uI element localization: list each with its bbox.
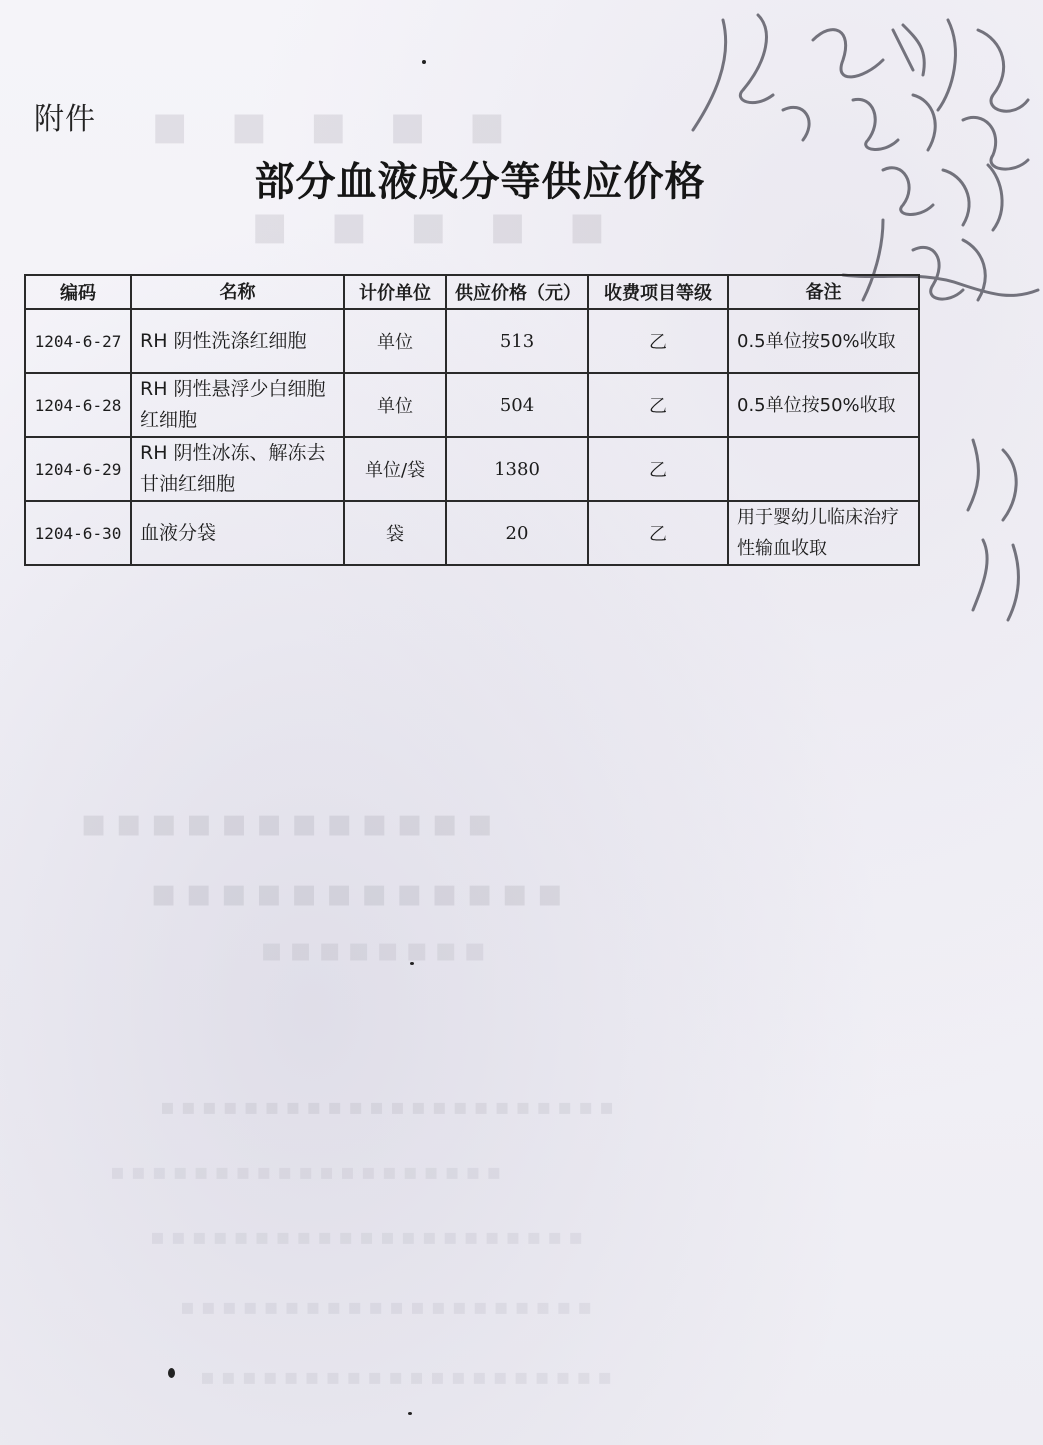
show-through-text: ▪▪▪▪▪▪▪▪▪▪▪▪▪▪▪▪▪▪▪▪▪ [150,1225,590,1250]
cell-code: 1204-6-28 [25,373,131,437]
table-header-row [25,275,919,309]
speck [168,1368,175,1378]
cell-name: RH 阴性悬浮少白细胞红细胞 [131,373,344,437]
cell-name: RH 阴性洗涤红细胞 [131,309,344,373]
cell-unit: 袋 [344,501,446,565]
cell-price: 1380 [446,437,588,501]
cell-code: 1204-6-27 [25,309,131,373]
attachment-label: 附件 [34,102,96,137]
cell-note: 用于婴幼儿临床治疗性输血收取 [728,501,919,565]
cell-unit: 单位 [344,373,446,437]
cell-price: 513 [446,309,588,373]
document-title: 部分血液成分等供应价格 [254,159,706,205]
speck [408,1412,412,1415]
show-through-text: ▪▪▪▪▪ [150,90,547,158]
cell-unit: 单位/袋 [344,437,446,501]
cell-grade: 乙 [588,373,728,437]
show-through-text: ▪▪▪▪▪▪▪▪▪▪▪▪▪▪▪▪▪▪▪ [110,1160,508,1185]
cell-price: 504 [446,373,588,437]
table-row [25,501,919,565]
show-through-text: ▪▪▪▪▪ [250,190,647,258]
cell-note: 0.5单位按50%收取 [728,309,919,373]
cell-name: RH 阴性冰冻、解冻去甘油红细胞 [131,437,344,501]
show-through-text: ▪▪▪▪▪▪▪▪▪▪▪▪ [150,870,572,916]
table-row [25,437,919,501]
cell-price: 20 [446,501,588,565]
show-through-text: ▪▪▪▪▪▪▪▪▪▪▪▪▪▪▪▪▪▪▪▪▪▪ [160,1095,621,1120]
header-note: 备注 [728,275,919,309]
show-through-text: ▪▪▪▪▪▪▪▪ [260,930,493,970]
header-name: 名称 [131,275,344,309]
table-row [25,309,919,373]
cell-grade: 乙 [588,501,728,565]
show-through-text: ▪▪▪▪▪▪▪▪▪▪▪▪▪▪▪▪▪▪▪▪ [200,1365,619,1390]
price-table [24,274,920,566]
header-code: 编码 [25,275,131,309]
header-grade: 收费项目等级 [588,275,728,309]
speck [410,962,414,965]
header-unit: 计价单位 [344,275,446,309]
show-through-text: ▪▪▪▪▪▪▪▪▪▪▪▪ [80,800,502,846]
speck [422,60,426,64]
cell-name: 血液分袋 [131,501,344,565]
show-through-text: ▪▪▪▪▪▪▪▪▪▪▪▪▪▪▪▪▪▪▪▪ [180,1295,599,1320]
cell-note: 0.5单位按50%收取 [728,373,919,437]
cell-grade: 乙 [588,309,728,373]
header-price: 供应价格（元） [446,275,588,309]
cell-note [728,437,919,501]
cell-unit: 单位 [344,309,446,373]
cell-grade: 乙 [588,437,728,501]
table-row [25,373,919,437]
cell-code: 1204-6-29 [25,437,131,501]
cell-code: 1204-6-30 [25,501,131,565]
